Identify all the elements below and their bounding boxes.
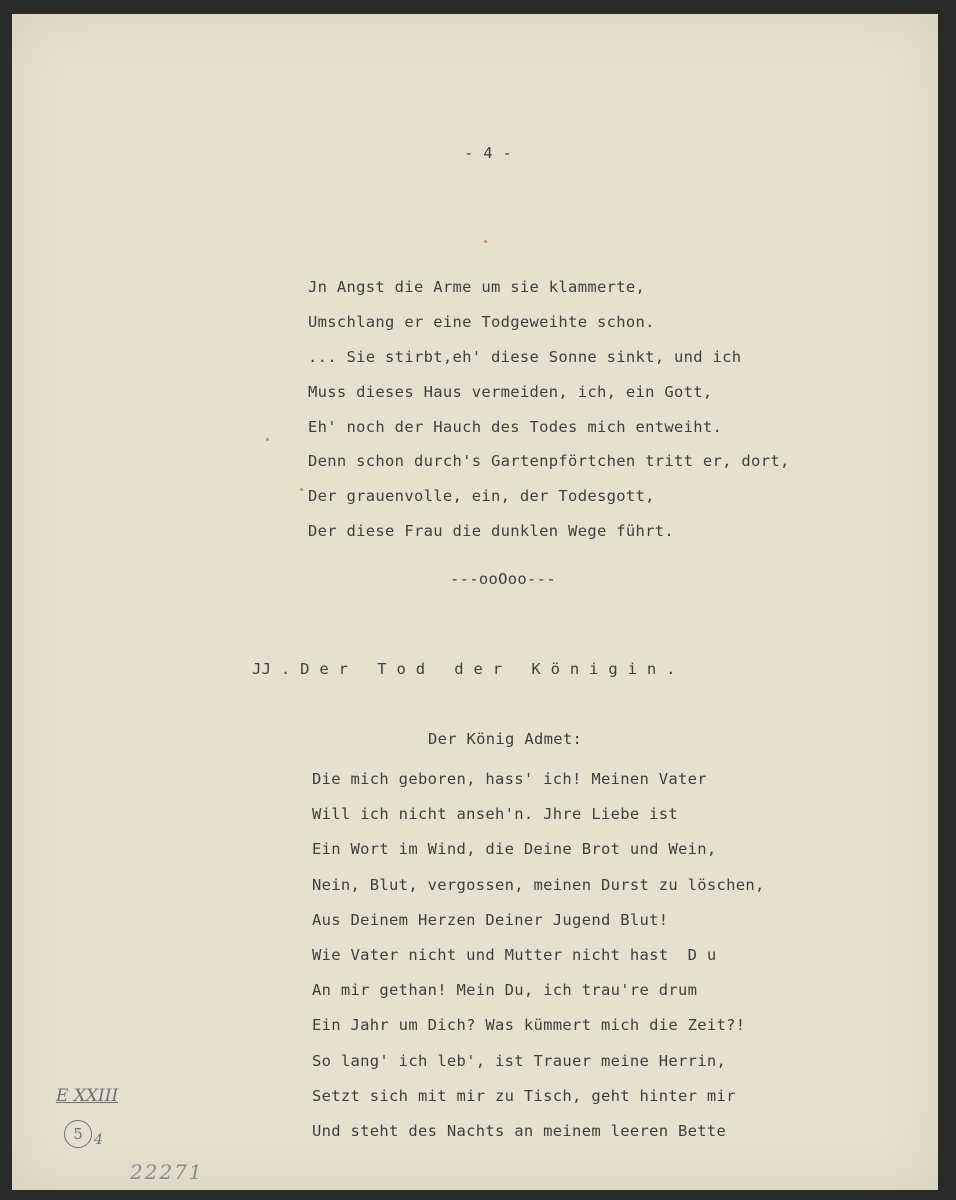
archive-shelfmark: E XXIII [56, 1086, 119, 1106]
document-page [12, 14, 938, 1190]
paper-speck [266, 438, 269, 441]
verse-line: Eh' noch der Hauch des Todes mich entweiht. [308, 417, 723, 436]
verse-line: Aus Deinem Herzen Deiner Jugend Blut! [312, 910, 669, 929]
stanza-1 [308, 270, 790, 549]
verse-line: Ein Wort im Wind, die Deine Brot und Wein, [312, 840, 717, 859]
page-number: - 4 - [464, 144, 513, 162]
verse-line: Denn schon durch's Gartenpförtchen tritt er, dort, [308, 452, 790, 471]
section-divider: ---ooOoo--- [450, 570, 556, 588]
section-title: JJ . D e r T o d d e r K ö n i g i n . [252, 660, 676, 678]
verse-line: Setzt sich mit mir zu Tisch, geht hinter mir [312, 1086, 736, 1105]
verse-line: Wie Vater nicht und Mutter nicht hast D u [312, 945, 717, 964]
verse-line: So lang' ich leb', ist Trauer meine Herrin, [312, 1051, 727, 1070]
archive-circled-number: 5 [64, 1120, 92, 1148]
archive-subnumber: 4 [94, 1132, 103, 1148]
verse-line: An mir gethan! Mein Du, ich trau're drum [312, 981, 698, 1000]
verse-line: Ein Jahr um Dich? Was kümmert mich die Zeit?! [312, 1016, 746, 1035]
archive-pencil-number: 22271 [130, 1160, 204, 1184]
paper-speck [484, 240, 487, 243]
verse-line: Der grauenvolle, ein, der Todesgott, [308, 487, 655, 506]
verse-line: Jn Angst die Arme um sie klammerte, [308, 278, 646, 296]
speaker-heading: Der König Admet: [428, 730, 583, 748]
verse-line: Der diese Frau die dunklen Wege führt. [308, 522, 675, 541]
verse-line: Die mich geboren, hass' ich! Meinen Vater [312, 770, 707, 788]
verse-line: Und steht des Nachts an meinem leeren Bette [312, 1121, 727, 1140]
verse-line: Muss dieses Haus vermeiden, ich, ein Gott, [308, 382, 713, 401]
verse-line: Umschlang er eine Todgeweihte schon. [308, 312, 655, 331]
stanza-2 [312, 762, 765, 1149]
paper-speck [300, 488, 303, 491]
verse-line: ... Sie stirbt,eh' diese Sonne sinkt, und ich [308, 347, 742, 366]
verse-line: Nein, Blut, vergossen, meinen Durst zu löschen, [312, 875, 765, 894]
verse-line: Will ich nicht anseh'n. Jhre Liebe ist [312, 805, 679, 824]
